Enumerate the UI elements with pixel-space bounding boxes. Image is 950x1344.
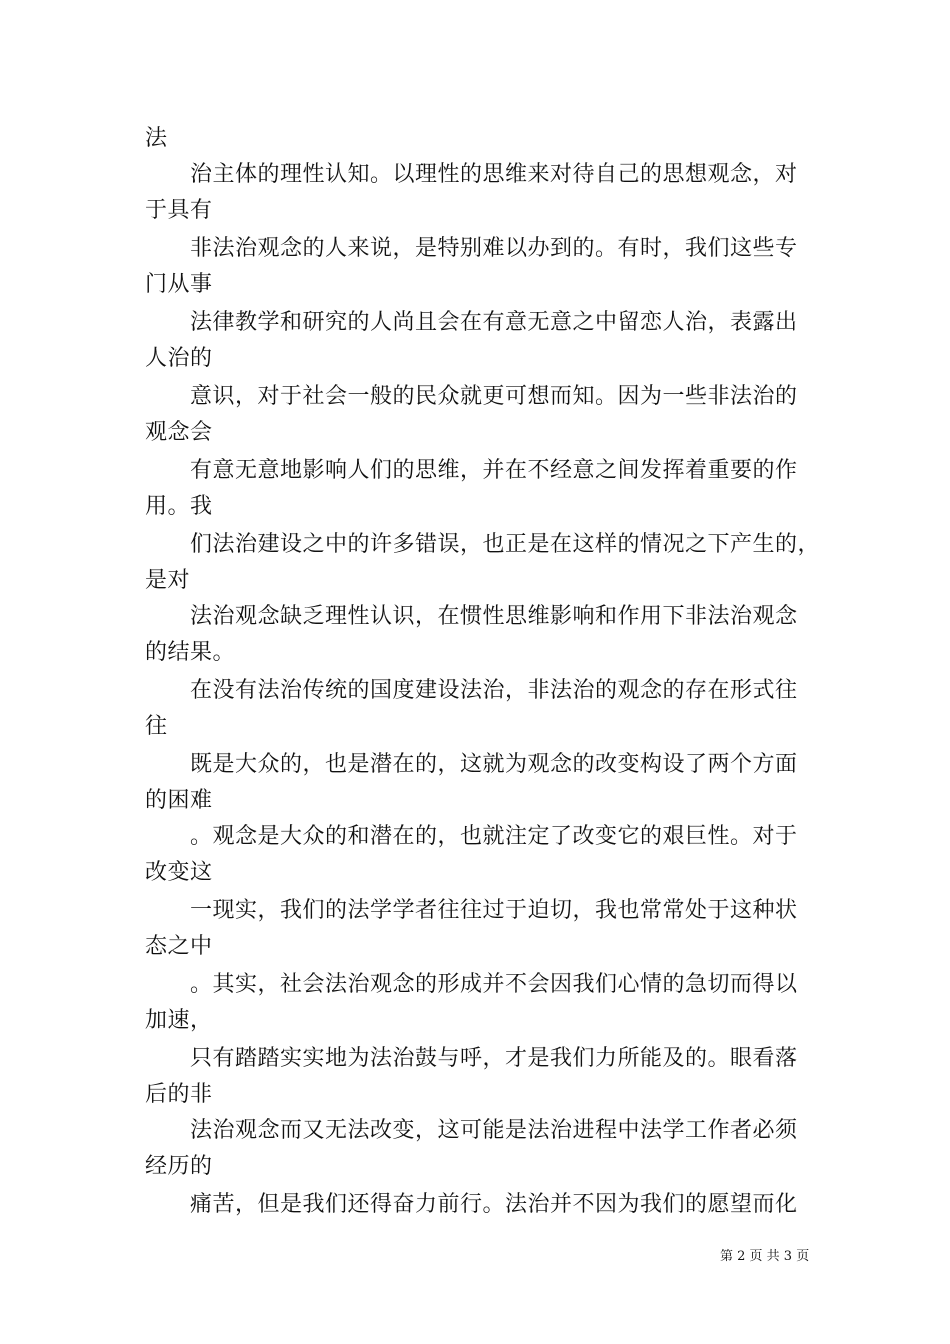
text-line: 法治观念缺乏理性认识，在惯性思维影响和作用下非法治观念 [190,604,798,629]
text-line: 。观念是大众的和潜在的，也就注定了改变它的艰巨性。对于 [190,824,798,849]
text-line: 于具有 [145,198,213,223]
text-line: 加速， [145,1008,213,1033]
text-line: 的困难 [145,788,213,813]
text-line: 用。我 [145,494,213,519]
text-line: 法 [145,126,168,151]
text-line: 痛苦，但是我们还得奋力前行。法治并不因为我们的愿望而化 [190,1192,798,1217]
text-line: 态之中 [145,934,213,959]
text-line: 在没有法治传统的国度建设法治，非法治的观念的存在形式往 [190,678,798,703]
text-line: 一现实，我们的法学学者往往过于迫切，我也常常处于这种状 [190,898,798,923]
text-line: 的结果。 [145,640,236,665]
text-line: 们法治建设之中的许多错误，也正是在这样的情况之下产生的， [190,532,821,557]
text-line: 有意无意地影响人们的思维，并在不经意之间发挥着重要的作 [190,458,798,483]
text-line: 法律教学和研究的人尚且会在有意无意之中留恋人治，表露出 [190,310,798,335]
text-line: 。其实，社会法治观念的形成并不会因我们心情的急切而得以 [190,972,798,997]
text-line: 意识，对于社会一般的民众就更可想而知。因为一些非法治的 [190,384,798,409]
text-line: 后的非 [145,1082,213,1107]
page-number-footer: 第 2 页 共 3 页 [720,1249,810,1264]
text-line: 只有踏踏实实地为法治鼓与呼，才是我们力所能及的。眼看落 [190,1046,798,1071]
text-line: 既是大众的，也是潜在的，这就为观念的改变构设了两个方面 [190,752,798,777]
text-line: 改变这 [145,860,213,885]
text-line: 门从事 [145,272,213,297]
text-line: 经历的 [145,1154,213,1179]
text-line: 法治观念而又无法改变，这可能是法治进程中法学工作者必须 [190,1118,798,1143]
text-line: 是对 [145,568,191,593]
text-line: 往 [145,714,168,739]
text-line: 非法治观念的人来说，是特别难以办到的。有时，我们这些专 [190,236,798,261]
text-line: 观念会 [145,420,213,445]
text-line: 治主体的理性认知。以理性的思维来对待自己的思想观念，对 [190,162,798,187]
text-line: 人治的 [145,346,213,371]
